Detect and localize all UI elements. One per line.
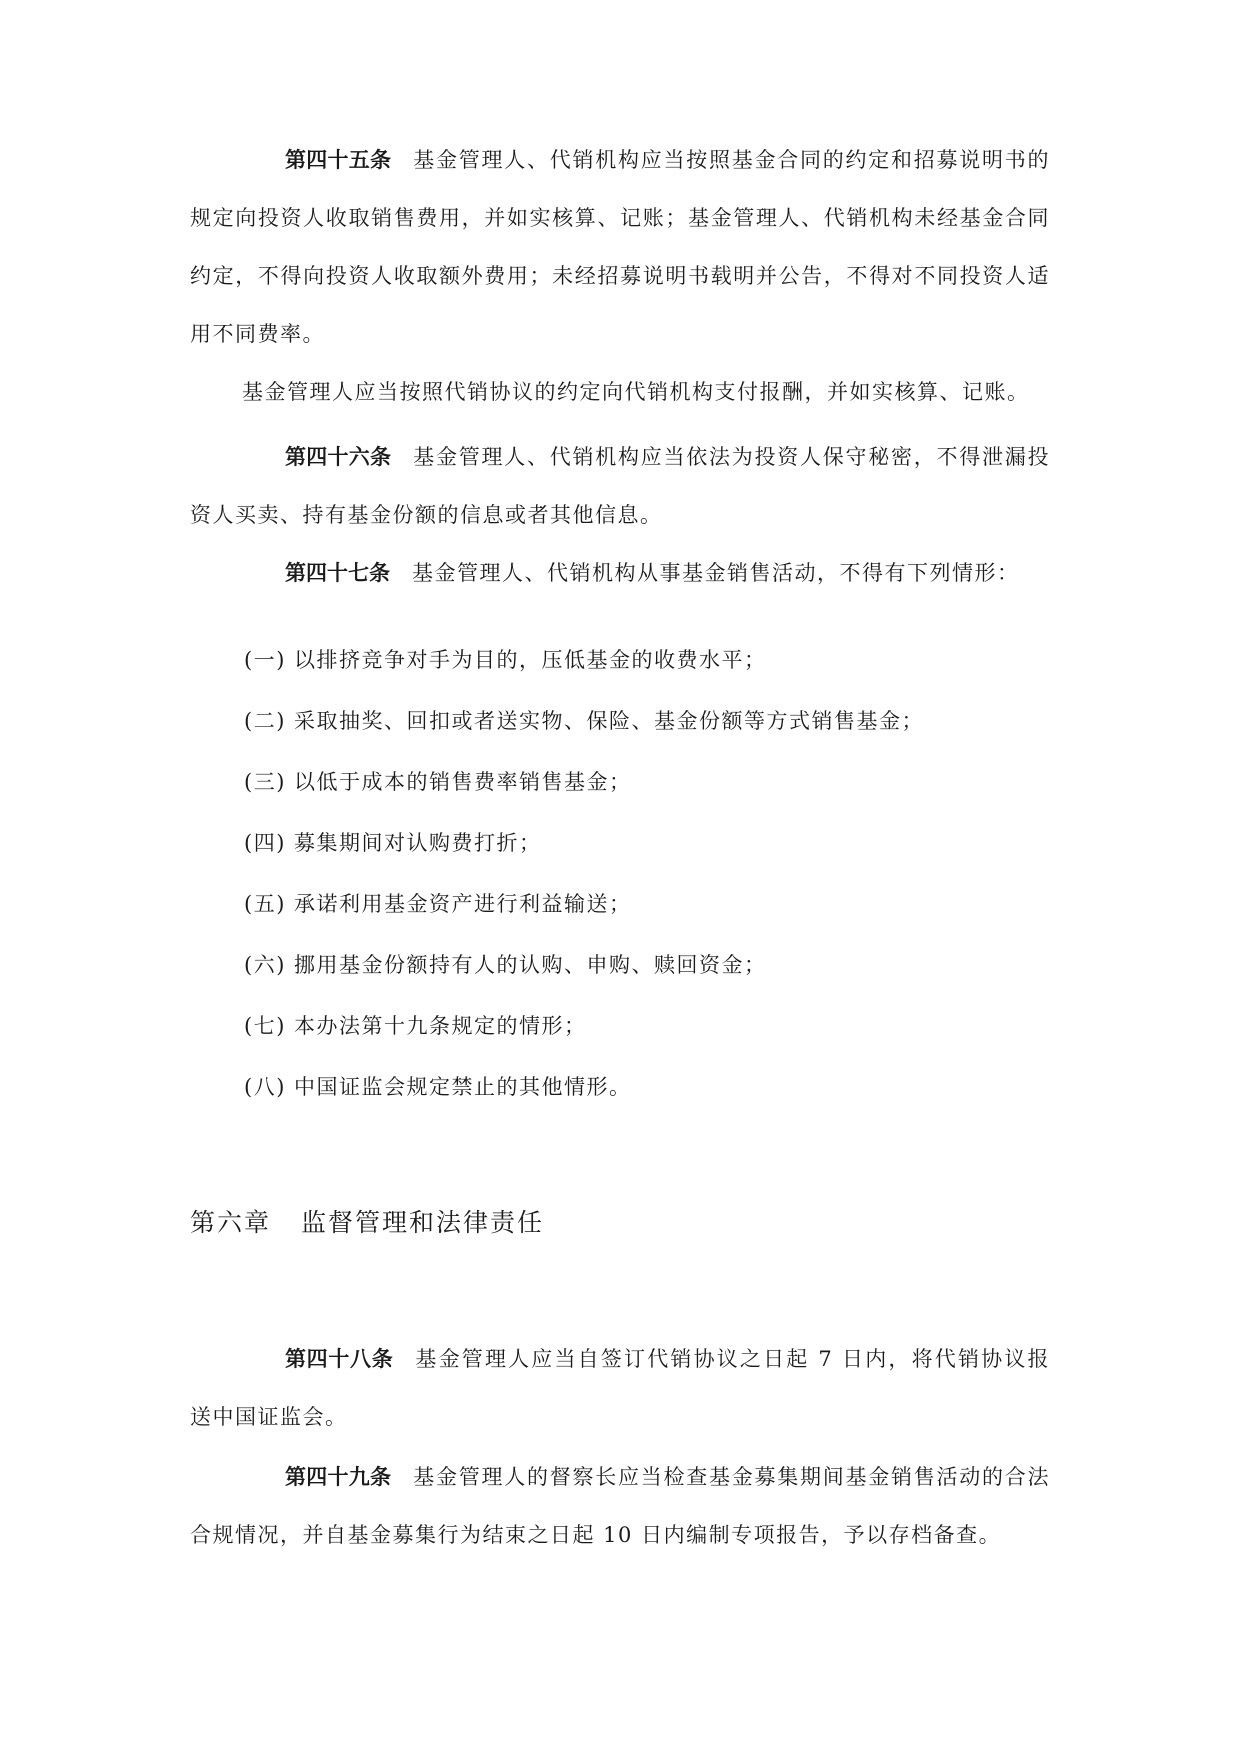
list-item: (八) 中国证监会规定禁止的其他情形。: [244, 1075, 632, 1099]
chapter-heading: [190, 1205, 544, 1241]
article-text: 基金管理人、代销机构应当依法为投资人保守秘密，不得泄漏投资人买卖、持有基金份额的信息或者其他信息。: [190, 445, 1050, 527]
article-number: 第四十六条: [285, 445, 392, 469]
list-item: (三) 以低于成本的销售费率销售基金；: [244, 770, 632, 794]
article-45: [190, 131, 1050, 421]
article-text: 基金管理人的督察长应当检查基金募集期间基金销售活动的合法合规情况，并自基金募集行为结束之日起 10 日内编制专项报告，予以存档备查。: [190, 1465, 1050, 1547]
list-item: (五) 承诺利用基金资产进行利益输送；: [244, 892, 632, 916]
article-number: 第四十七条: [285, 561, 390, 585]
article-number: 第四十八条: [285, 1347, 394, 1371]
list-item: (六) 挪用基金份额持有人的认购、申购、赎回资金；: [244, 953, 767, 977]
list-item: (二) 采取抽奖、回扣或者送实物、保险、基金份额等方式销售基金；: [244, 709, 925, 733]
article-text: 基金管理人、代销机构从事基金销售活动，不得有下列情形：: [412, 561, 1020, 585]
article-number: 第四十五条: [285, 148, 392, 172]
article-number: 第四十九条: [285, 1465, 392, 1489]
article-46: [190, 428, 1050, 544]
list-item: (一) 以排挤竞争对手为目的，压低基金的收费水平；: [244, 648, 767, 672]
article-text: 基金管理人应当自签订代销协议之日起 7 日内，将代销协议报送中国证监会。: [190, 1347, 1050, 1429]
chapter-title: 监督管理和法律责任: [301, 1208, 545, 1237]
article-49: [190, 1448, 1050, 1564]
article-paragraph: 基金管理人应当按照代销协议的约定向代销机构支付报酬，并如实核算、记账。: [242, 380, 1030, 404]
chapter-number: 第六章: [190, 1208, 272, 1237]
article-47: [190, 544, 1050, 602]
article-text: 基金管理人、代销机构应当按照基金合同的约定和招募说明书的规定向投资人收取销售费用，并如实核算、记账；基金管理人、代销机构未经基金合同约定，不得向投资人收取额外费用；未经招募说明书载明并公告，不得对不同投资人适用不同费率。: [190, 148, 1050, 346]
list-item: (四) 募集期间对认购费打折；: [244, 831, 542, 855]
article-48: [190, 1330, 1050, 1446]
list-item: (七) 本办法第十九条规定的情形；: [244, 1014, 587, 1038]
